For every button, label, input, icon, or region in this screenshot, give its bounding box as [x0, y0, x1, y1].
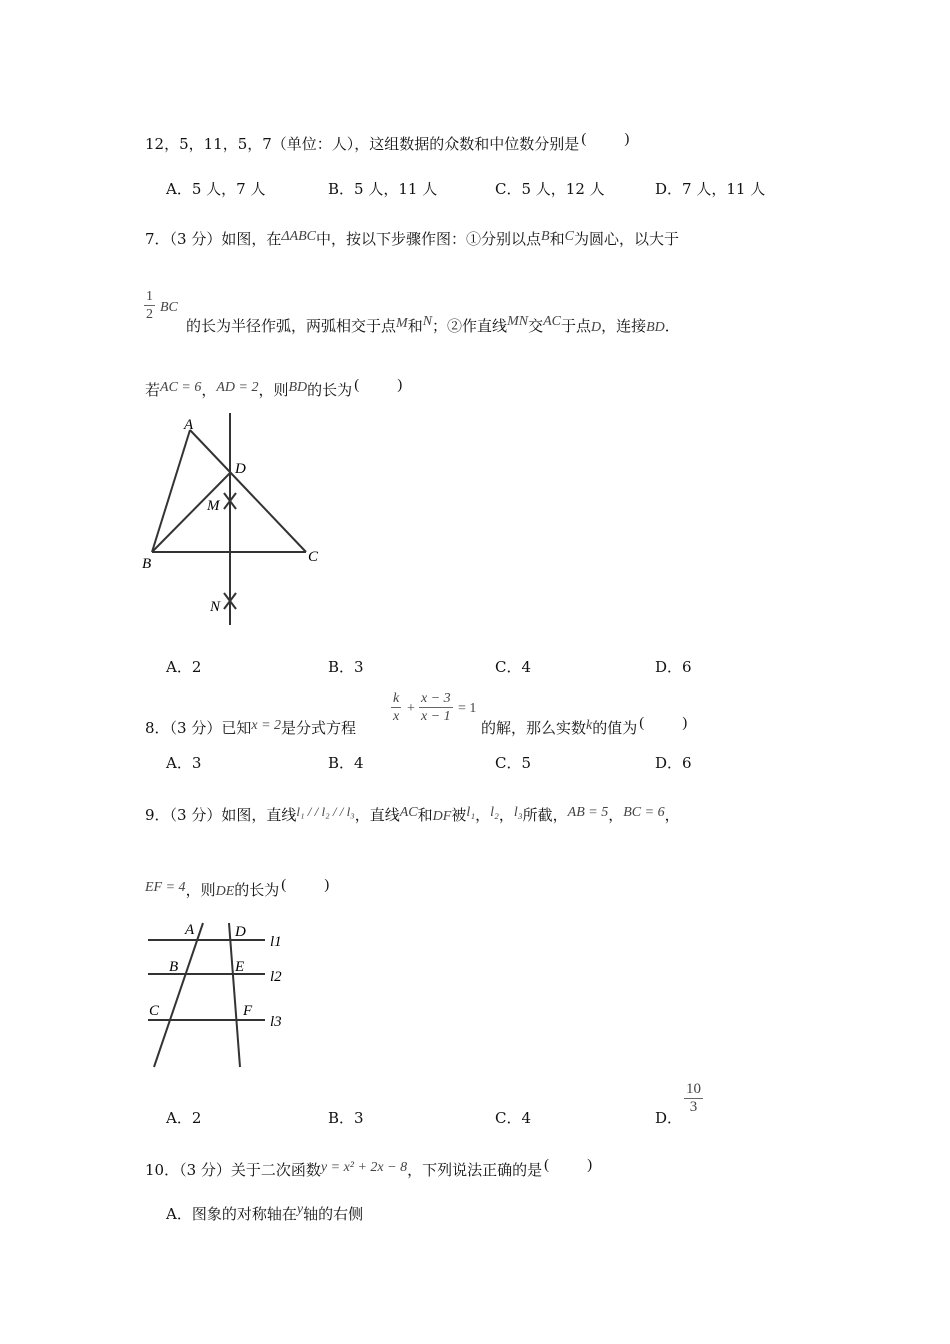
- line-ac: [154, 923, 203, 1067]
- q8-stem-end: 的解，那么实数k的值为 ( ): [481, 715, 688, 737]
- q7-stem-line2: 的长为半径作弧，两弧相交于点M和N；②作直线MN交AC于点D，连接BD．: [186, 314, 680, 335]
- q9-option-d-fraction: $\frac{10}{3}$: [686, 1081, 701, 1115]
- q9-option-a: A．2: [166, 1109, 202, 1127]
- q7-option-b: B．3: [328, 658, 364, 676]
- q6-option-b: B．5 人，11 人: [328, 180, 438, 198]
- label-b: B: [142, 556, 152, 572]
- q8-fraction-k-over-x: $\frac{k}{x}$: [393, 691, 400, 724]
- q6-stem: [145, 131, 630, 155]
- answer-paren: ( ): [354, 377, 403, 393]
- label-n: N: [210, 599, 221, 615]
- q8-stem-start: 8．（3 分）已知x = 2是分式方程: [145, 718, 357, 737]
- answer-paren: ( ): [281, 877, 330, 893]
- q10-stem: 10．（3 分）关于二次函数y = x² + 2x − 8，下列说法正确的是 ( ): [145, 1157, 593, 1179]
- label-l3: l3: [270, 1014, 282, 1030]
- q8-option-b: B．4: [328, 754, 364, 772]
- q8-fraction-x3-over-x1: $\frac{x - 3}{x - 1}$: [421, 691, 451, 724]
- q9-parallel-lines-figure: [140, 915, 300, 1075]
- q9-stem-line2: EF = 4，则DE的长为 ( ): [145, 877, 330, 899]
- q6-option-d: D．7 人，11 人: [655, 180, 766, 198]
- label-l1: l1: [270, 934, 282, 950]
- label-d: D: [235, 461, 246, 477]
- q7-triangle-figure: [138, 413, 328, 633]
- q8-option-a: A．3: [166, 754, 202, 772]
- label-a: A: [185, 922, 195, 938]
- answer-paren: ( ): [581, 131, 630, 147]
- segment-ac: [190, 430, 306, 552]
- q7-option-a: A．2: [166, 658, 202, 676]
- q9-option-c: C．4: [495, 1109, 532, 1127]
- q7-option-c: C．4: [495, 658, 532, 676]
- label-d: D: [235, 924, 246, 940]
- label-b: B: [169, 959, 179, 975]
- q8-option-c: C．5: [495, 754, 532, 772]
- triangle-abc: ΔABC: [281, 229, 317, 244]
- label-m: M: [207, 498, 220, 514]
- q7-stem-line3: 若AC = 6，AD = 2，则BD的长为 ( ): [145, 377, 403, 399]
- label-e: E: [235, 959, 245, 975]
- label-l2: l2: [270, 969, 282, 985]
- q9-stem-line1: 9．（3 分）如图，直线l₁ / / l₂ / / l₃，直线AC和DF被l₁，l₂，l₃所截，AB = 5，BC = 6，: [145, 804, 680, 824]
- label-f: F: [243, 1003, 253, 1019]
- q6-option-a: A．5 人，7 人: [166, 180, 266, 198]
- q6-option-c: C．5 人，12 人: [495, 180, 605, 198]
- label-a: A: [184, 417, 194, 433]
- q9-option-d: D．: [655, 1109, 683, 1127]
- q7-bc: BC: [160, 300, 178, 315]
- label-c: C: [149, 1003, 160, 1019]
- q7-option-d: D．6: [655, 658, 692, 676]
- q6-stem-text: 12，5，11，5，7（单位：人），这组数据的众数和中位数分别是: [145, 135, 580, 153]
- q7-half-fraction: $\frac{1}{2}$: [146, 289, 153, 322]
- q8-equals-one: = 1: [458, 701, 477, 716]
- q10-option-a: A．图象的对称轴在y轴的右侧: [166, 1202, 364, 1223]
- q8-option-d: D．6: [655, 754, 692, 772]
- q8-plus: +: [407, 701, 415, 716]
- line-df: [229, 923, 240, 1067]
- label-c: C: [308, 549, 319, 565]
- answer-paren: ( ): [544, 1157, 593, 1173]
- q9-option-b: B．3: [328, 1109, 364, 1127]
- q7-stem-line1: 7．（3 分）如图，在ΔABC中，按以下步骤作图：①分别以点B和C为圆心，以大于: [145, 229, 679, 248]
- answer-paren: ( ): [639, 715, 688, 731]
